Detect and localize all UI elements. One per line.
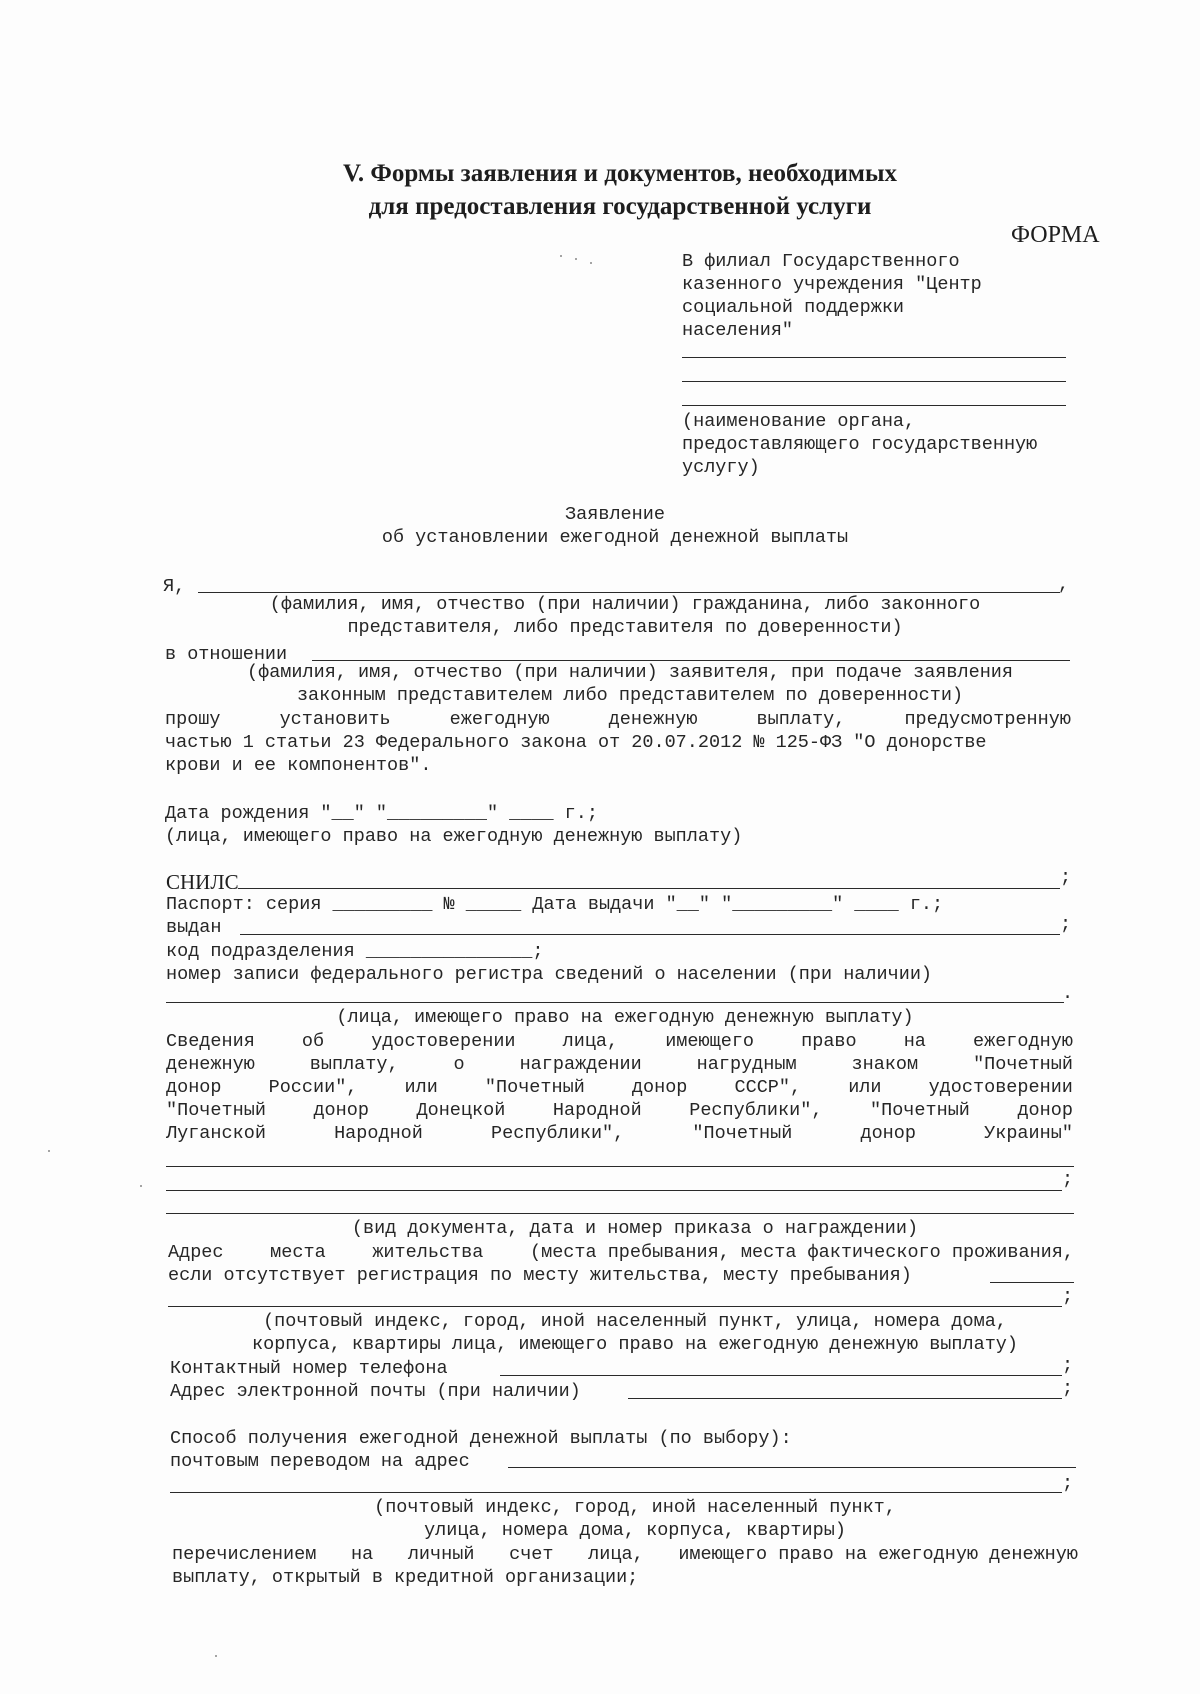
ya-label: Я, [163,576,186,597]
register-field[interactable] [166,1002,1064,1003]
certificate-line3 [166,1076,1073,1100]
addressee-caption1: (наименование органа, [682,411,916,432]
scan-speck [215,1655,217,1657]
addressee-caption2: предоставляющего государственную [682,434,1038,455]
vydan-end: ; [1060,914,1072,935]
addressee-blank-3[interactable] [682,405,1066,406]
forma-label: ФОРМА [1011,222,1100,248]
certificate-word: СССР", [734,1077,802,1098]
certificate-word: Украины" [984,1123,1073,1144]
request-word: выплату, [756,709,846,730]
certificate-word: награждении [519,1054,642,1075]
address-caption1: (почтовый индекс, город, иной населенный пункт, улица, номера дома, [263,1311,1007,1332]
applicant-caption3: (фамилия, имя, отчество (при наличии) заявителя, при подаче заявления [246,662,1014,683]
certificate-word: об [301,1031,325,1052]
vydan-label: выдан [166,917,222,938]
address-word: места [270,1242,326,1263]
scan-speck [590,262,592,264]
transfer-word: счет [509,1544,554,1565]
certificate-field-3[interactable] [166,1213,1074,1214]
certificate-word: ежегодную [973,1031,1073,1052]
section-title-line1: V. Формы заявления и документов, необходимых [343,160,897,187]
payment-caption1: (почтовый индекс, город, иной населенный пункт, [374,1497,896,1518]
applicant-caption1: (фамилия, имя, отчество (при наличии) гражданина, либо законного [269,594,981,615]
address-field-1[interactable] [990,1282,1074,1283]
certificate-line1 [166,1030,1073,1054]
postal-field-2[interactable] [170,1492,1062,1493]
docs-caption: (лица, имеющего право на ежегодную денежную выплату) [336,1007,914,1028]
ya-end: , [1058,574,1070,595]
certificate-word: Республики", [689,1100,823,1121]
addressee-blank-1[interactable] [682,357,1066,358]
certificate-word: право [801,1031,857,1052]
transfer-word: на [350,1544,374,1565]
address-word: Адрес [168,1242,224,1263]
certificate-word: лица, [562,1031,619,1052]
transfer-word: личный [407,1544,475,1565]
certificate-word: знаком [851,1054,919,1075]
certificate-field-2[interactable] [166,1190,1062,1191]
payment-caption2: улица, номера дома, корпуса, квартиры) [424,1520,846,1541]
scan-speck [575,258,577,260]
certificate-caption: (вид документа, дата и номер приказа о награждении) [351,1218,919,1239]
address-end: ; [1062,1286,1074,1307]
certificate-word: России", [268,1077,358,1098]
transfer-line1 [172,1543,1078,1567]
snils-field[interactable] [238,888,1060,889]
certificate-end: ; [1062,1169,1074,1190]
birth-caption: (лица, имеющего право на ежегодную денежную выплату) [165,826,743,847]
request-word: предусмотренную [904,709,1071,730]
postal-field-1[interactable] [508,1467,1076,1468]
certificate-word: выплату, [309,1054,399,1075]
email-label: Адрес электронной почты (при наличии) [170,1381,581,1402]
address-field-2[interactable] [168,1306,1062,1307]
certificate-word: донор [631,1077,688,1098]
postal-end: ; [1062,1473,1074,1494]
certificate-word: или [404,1077,438,1098]
request-line1 [165,708,1071,732]
snils-end: ; [1060,867,1072,888]
certificate-word: донор [1017,1100,1073,1121]
certificate-word: Донецкой [416,1100,506,1121]
certificate-word: или [848,1077,882,1098]
address-line1 [168,1241,1074,1265]
section-title-line2: для предоставления государственной услуги [368,193,872,220]
certificate-word: донор [860,1123,916,1144]
certificate-word: денежную [166,1054,255,1075]
addressee-line2: казенного учреждения "Центр [682,274,982,295]
request-line2: частью 1 статьи 23 Федерального закона от 20.07.2012 № 125-ФЗ "О донорстве [165,732,987,753]
register-end: . [1062,983,1074,1004]
certificate-word: удостоверении [928,1077,1073,1098]
application-subtitle: об установлении ежегодной денежной выплаты [381,527,849,548]
kod-line[interactable]: код подразделения _______________; [166,941,544,962]
certificate-line4 [166,1099,1073,1123]
transfer-word: имеющего право на ежегодную денежную [678,1544,1078,1565]
payment-title: Способ получения ежегодной денежной выплаты (по выбору): [170,1428,792,1449]
certificate-word: нагрудным [696,1054,797,1075]
snils-label: СНИЛС [166,870,239,894]
otnoshenii-label: в отношении [165,644,288,665]
addressee-line4: населения" [682,320,794,341]
certificate-word: "Почетный [484,1077,585,1098]
request-word: прошу [165,709,221,730]
certificate-word: "Почетный [869,1100,970,1121]
transfer-word: перечислением [172,1544,317,1565]
certificate-word: "Почетный [692,1123,793,1144]
certificate-word: о [453,1054,465,1075]
addressee-caption3: услугу) [682,457,760,478]
certificate-word: донор [313,1100,369,1121]
register-line: номер записи федерального регистра сведений о населении (при наличии) [166,964,933,985]
phone-field[interactable] [500,1375,1062,1376]
scan-speck [560,255,562,257]
request-word: ежегодную [449,709,550,730]
certificate-word: донор [166,1077,222,1098]
birth-date-line[interactable]: Дата рождения "__" "_________" ____ г.; [165,803,598,824]
certificate-word: Народной [334,1123,423,1144]
transfer-word: лица, [588,1544,644,1565]
request-line3: крови и ее компонентов". [165,755,432,776]
applicant-caption4: законным представителем либо представителем по доверенности) [296,685,964,706]
certificate-word: Сведения [166,1031,255,1052]
request-word: денежную [608,709,698,730]
addressee-line3: социальной поддержки [682,297,905,318]
addressee-blank-2[interactable] [682,381,1066,382]
certificate-word: имеющего [665,1031,755,1052]
transfer-line2: выплату, открытый в кредитной организации; [172,1567,639,1588]
certificate-word: Народной [552,1100,642,1121]
certificate-word: Луганской [166,1123,266,1144]
certificate-field-1[interactable] [166,1166,1074,1167]
phone-end: ; [1062,1355,1074,1376]
email-field[interactable] [628,1398,1062,1399]
application-title: Заявление [565,504,665,525]
certificate-word: "Почетный [973,1054,1073,1075]
phone-label: Контактный номер телефона [170,1358,448,1379]
certificate-word: "Почетный [166,1100,266,1121]
certificate-word: на [903,1031,926,1052]
addressee-line1: В филиал Государственного [682,251,960,272]
passport-line[interactable]: Паспорт: серия _________ № _____ Дата выдачи "__" "_________" ____ г.; [166,894,944,915]
postal-label: почтовым переводом на адрес [170,1451,470,1472]
email-end: ; [1062,1378,1074,1399]
certificate-word: Республики", [491,1123,625,1144]
request-word: установить [279,709,391,730]
certificate-line2 [166,1053,1073,1077]
scan-speck [140,1185,142,1187]
address-caption2: корпуса, квартиры лица, имеющего право на ежегодную денежную выплату) [251,1334,1019,1355]
vydan-field[interactable] [240,934,1060,935]
certificate-word: удостоверении [371,1031,516,1052]
certificate-line5 [166,1122,1073,1146]
address-line2: если отсутствует регистрация по месту жительства, месту пребывания) [168,1265,912,1286]
address-word: жительства [372,1242,484,1263]
scan-speck [48,1150,50,1152]
applicant-caption2: представителя, либо представителя по доверенности) [347,617,903,638]
address-word: (места пребывания, места фактического проживания, [529,1242,1074,1263]
